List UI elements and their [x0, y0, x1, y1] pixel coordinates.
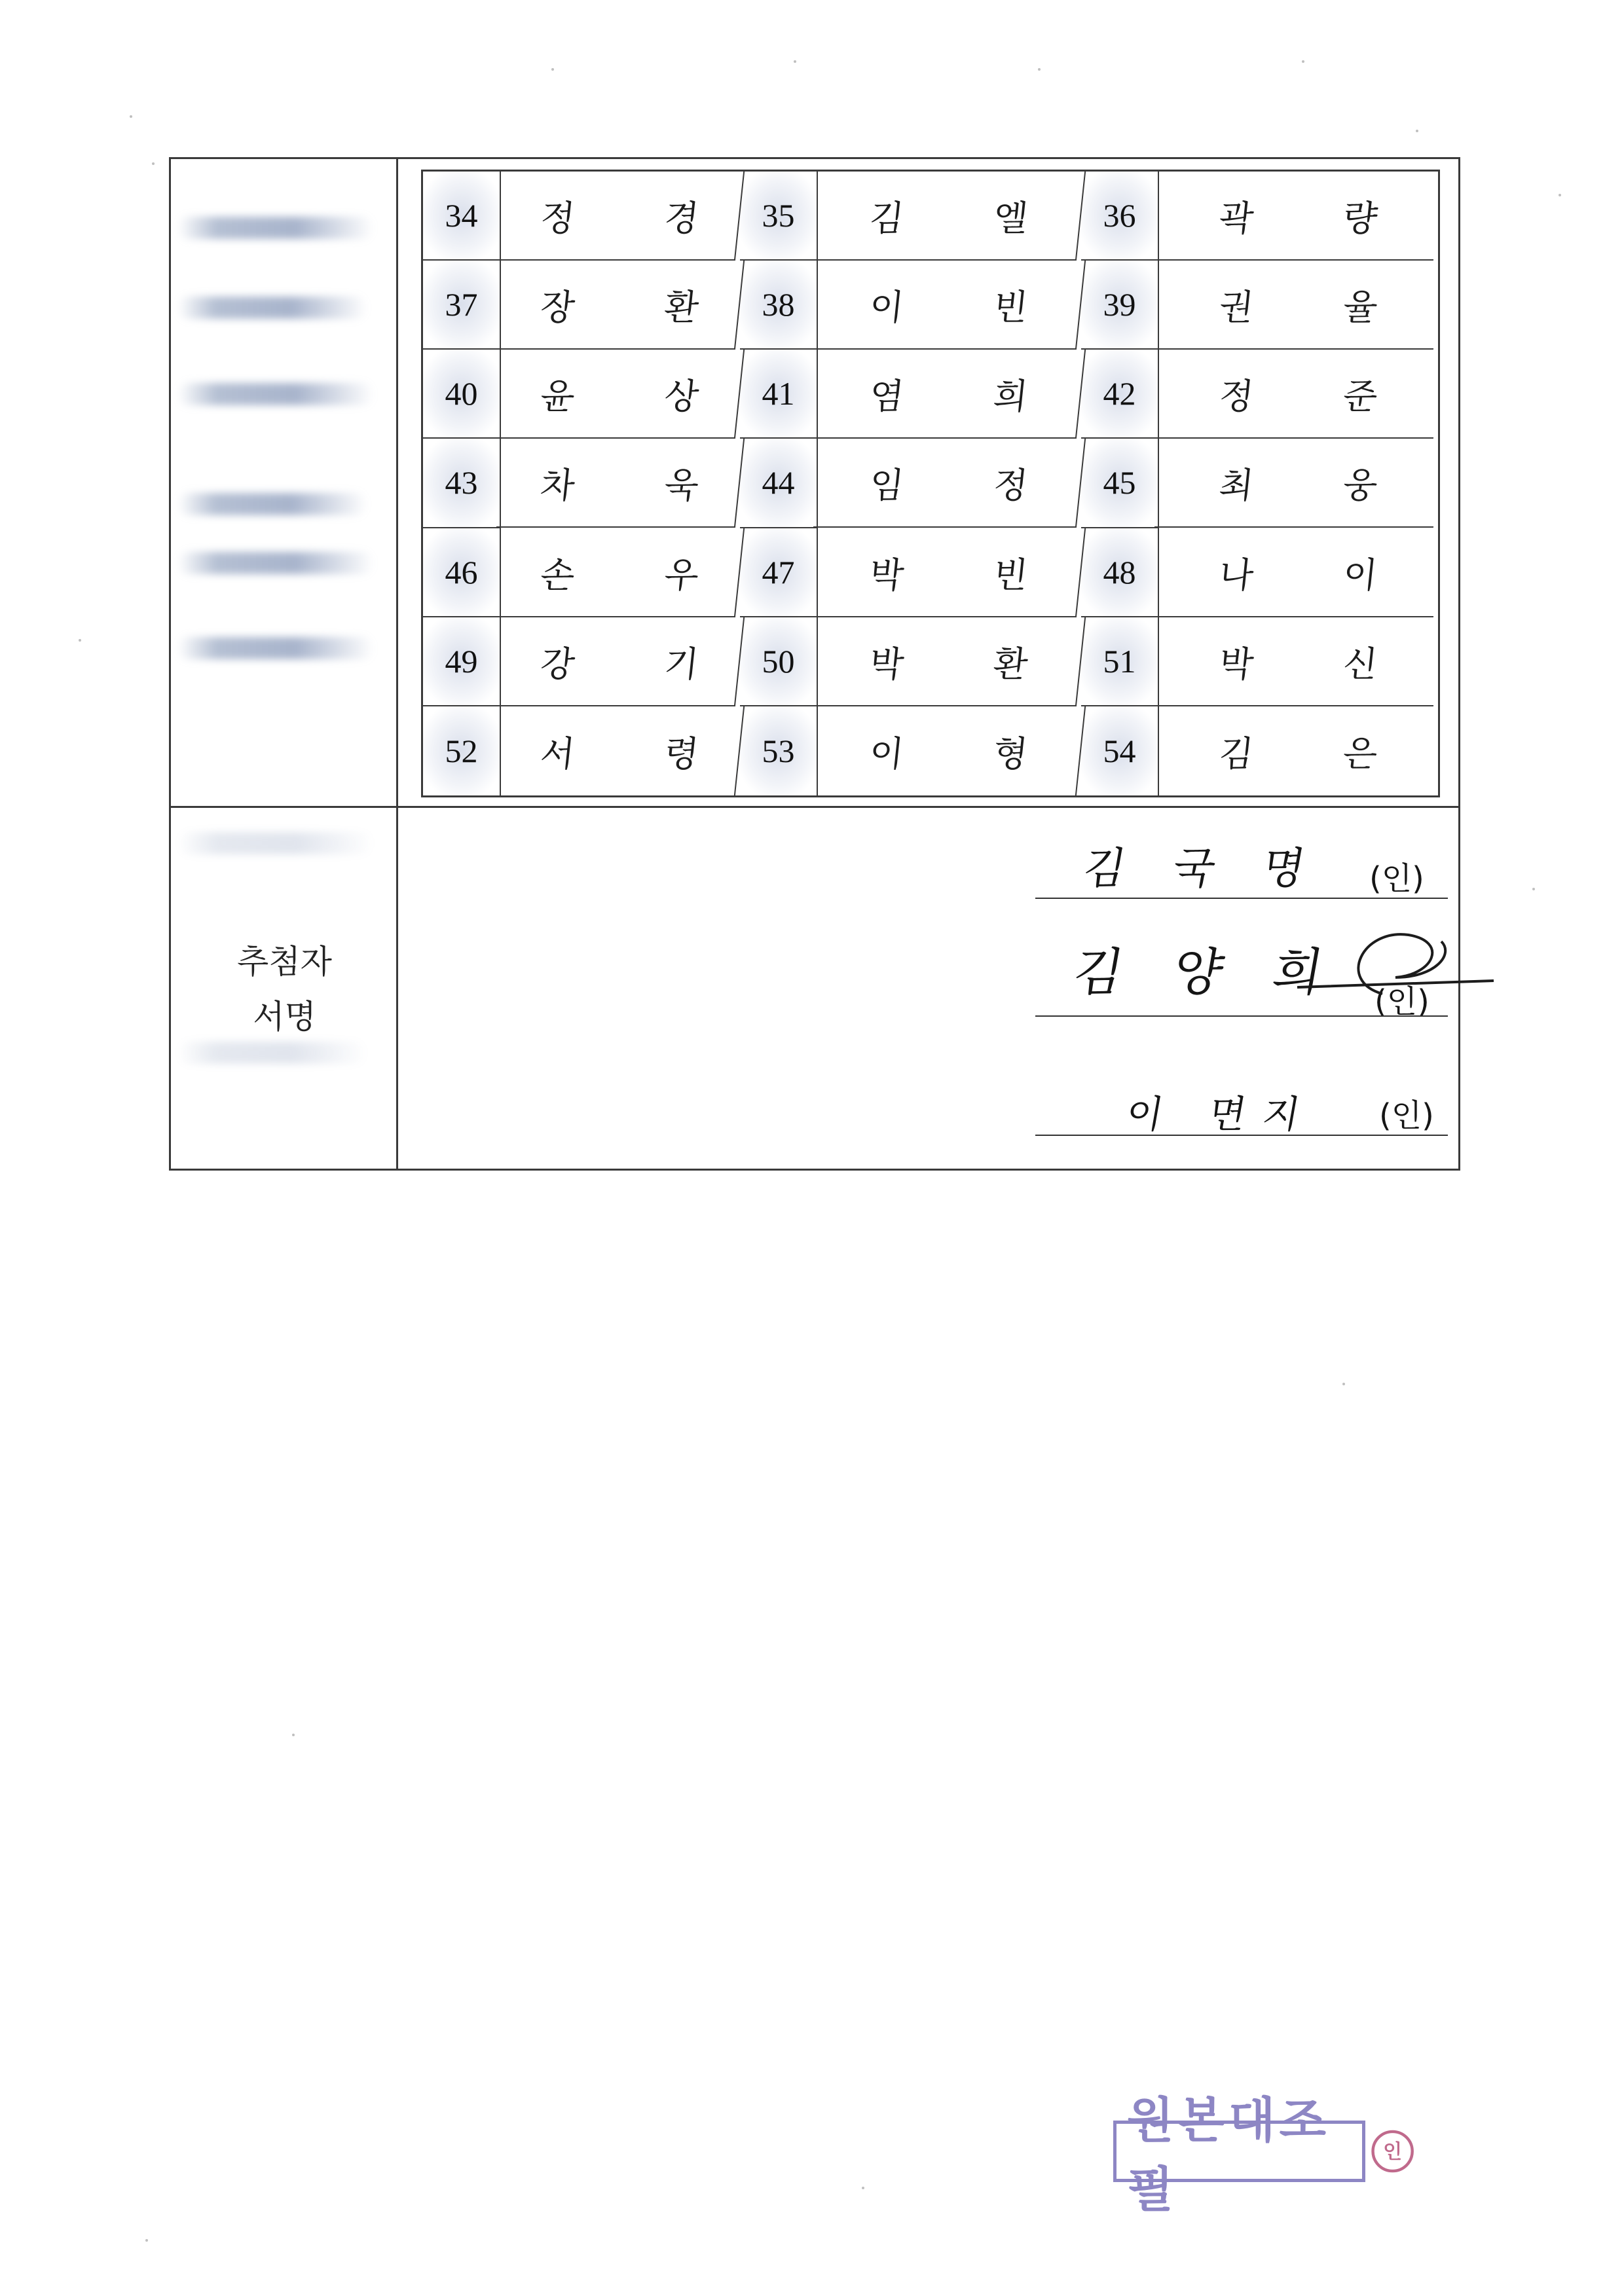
entry-name: 권 율 — [1154, 261, 1443, 350]
entry-name: 박 빈 — [813, 528, 1086, 617]
entry-number: 51 — [1081, 617, 1159, 706]
entry-number: 48 — [1081, 528, 1159, 617]
entry-name: 곽 량 — [1154, 172, 1443, 261]
entry-number: 46 — [423, 528, 501, 617]
redacted-label-cell — [171, 159, 398, 806]
entry-name: 정 준 — [1154, 350, 1443, 439]
signature-line — [1035, 1135, 1448, 1136]
entry-name: 이 빈 — [813, 261, 1086, 350]
entry-number: 41 — [740, 350, 818, 439]
entry-number: 34 — [423, 172, 501, 261]
entry-name: 차 욱 — [496, 439, 745, 528]
entry-name: 김 엘 — [813, 172, 1086, 261]
seal-mark: (인) — [1369, 860, 1424, 897]
entry-number: 53 — [740, 706, 818, 795]
entry-number: 44 — [740, 439, 818, 528]
entry-number: 36 — [1081, 172, 1159, 261]
signature-line — [1035, 1015, 1448, 1017]
signature-name: 김 국 명 — [1079, 843, 1326, 894]
seal-mark: (인) — [1375, 983, 1430, 1020]
signers-label-line2: 서명 — [253, 998, 316, 1036]
signers-label-cell — [171, 806, 398, 1169]
entry-name: 정 경 — [496, 172, 745, 261]
lottery-table — [169, 157, 1460, 1171]
entry-number: 42 — [1081, 350, 1159, 439]
entry-number: 40 — [423, 350, 501, 439]
signature-name: 이 면지 — [1122, 1092, 1321, 1137]
entry-name: 박 신 — [1154, 617, 1443, 706]
entry-name: 나 이 — [1154, 528, 1443, 617]
drawn-names-grid — [421, 170, 1440, 797]
entry-name: 이 형 — [813, 706, 1086, 795]
entry-name: 염 희 — [813, 350, 1086, 439]
entry-number: 39 — [1081, 261, 1159, 350]
entry-number: 43 — [423, 439, 501, 528]
entry-number: 37 — [423, 261, 501, 350]
entry-name: 서 령 — [496, 706, 745, 795]
seal-mark: (인) — [1379, 1097, 1434, 1134]
entry-number: 49 — [423, 617, 501, 706]
entry-name: 임 정 — [813, 439, 1086, 528]
entry-number: 35 — [740, 172, 818, 261]
entry-number: 50 — [740, 617, 818, 706]
entry-number: 45 — [1081, 439, 1159, 528]
signature-name: 김 양 희 — [1068, 943, 1345, 1002]
original-copy-stamp — [1113, 2092, 1414, 2218]
signers-label-line1: 추첨자 — [237, 943, 332, 981]
stamp-text: 원본대조필 — [1113, 2121, 1365, 2182]
entry-number: 54 — [1081, 706, 1159, 795]
stamp-seal-icon — [1371, 2126, 1414, 2176]
entry-name: 김 은 — [1217, 733, 1419, 774]
entry-name: 손 우 — [496, 528, 745, 617]
entry-number: 38 — [740, 261, 818, 350]
entry-name: 강 기 — [496, 617, 745, 706]
entry-name: 최 웅 — [1154, 439, 1443, 528]
entry-name: 윤 상 — [496, 350, 745, 439]
entry-number: 47 — [740, 528, 818, 617]
signature-scribble — [1284, 915, 1500, 1013]
entry-name: 장 환 — [496, 261, 745, 350]
entry-name: 박 환 — [813, 617, 1086, 706]
signature-line — [1035, 898, 1448, 899]
stamp-seal-text: 인 — [1382, 2140, 1402, 2164]
entry-number: 52 — [423, 706, 501, 795]
